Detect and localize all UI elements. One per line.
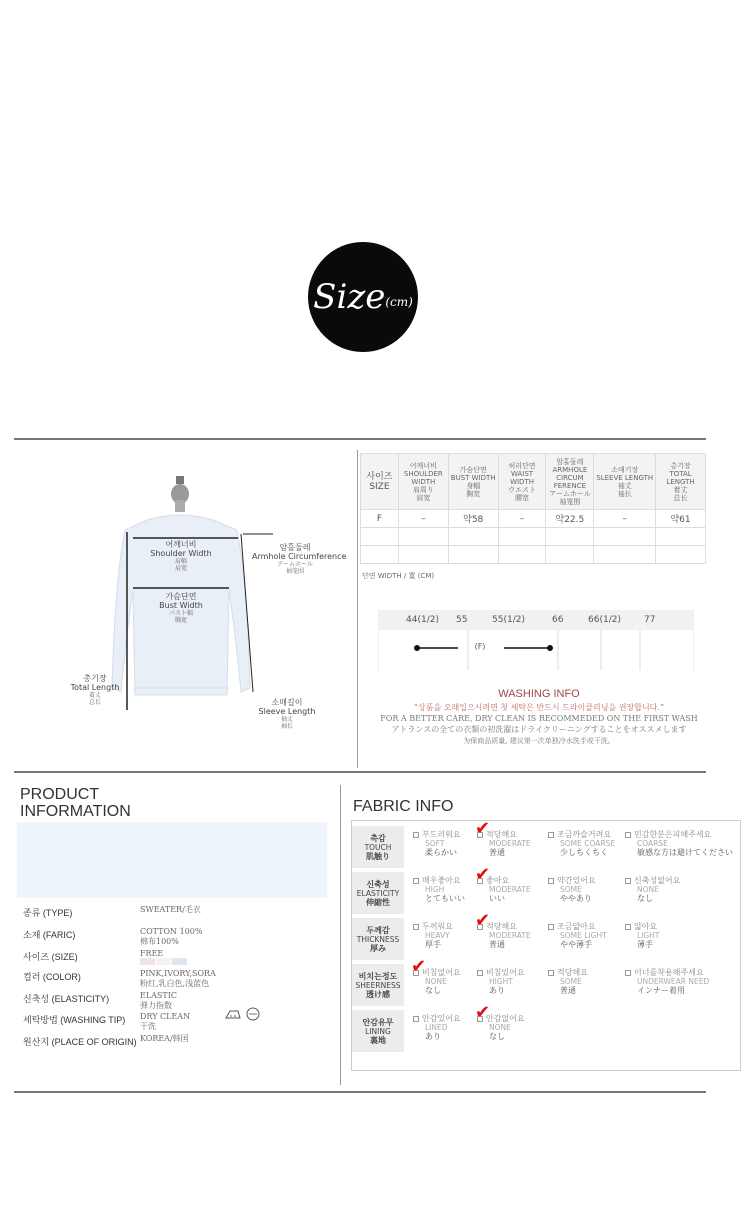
checkmark-icon: ✔ <box>411 956 427 977</box>
checkbox-icon <box>413 832 419 838</box>
color-chip <box>172 958 187 965</box>
checkmark-icon: ✔ <box>475 910 491 931</box>
color-chips <box>140 958 188 965</box>
checkbox-icon <box>548 878 554 884</box>
size-table-row <box>361 510 706 528</box>
color-chip <box>156 958 171 965</box>
washing-info <box>366 688 712 746</box>
range-end-dot <box>547 645 553 651</box>
washing-line-ko: “상품을 오래입으시려면 첫 세탁은 반드시 드라이클리닝을 권장합니다.” <box>413 703 665 712</box>
product-info-value: ELASTIC 弹力指数 <box>140 991 178 1010</box>
fabric-info-title: FABRIC INFO <box>353 798 454 815</box>
size-table-cell: F <box>361 510 399 528</box>
size-table-cell: – <box>594 510 656 528</box>
size-table-header <box>361 454 706 510</box>
fabric-option[interactable]: 적당해요 MODERATE 普通 <box>477 922 531 949</box>
product-info-value: KOREA/韩国 <box>140 1034 189 1043</box>
size-table-row <box>361 528 706 546</box>
size-table-header-cell: 어깨너비 SHOULDER WIDTH 肩周り 肩宽 <box>398 454 448 510</box>
fabric-category: 신축성 ELASTICITY 伸縮性 <box>352 872 404 914</box>
washing-title: WASHING INFO <box>498 688 580 700</box>
total-length-label: 총기장 Total Length 着丈 总长 <box>70 674 120 706</box>
product-info-value: DRY CLEAN 干洗 <box>140 1012 191 1031</box>
checkbox-icon <box>625 970 631 976</box>
sleeve-label: 소매길이 Sleeve Length 袖丈 袖长 <box>258 698 316 730</box>
size-table-header-cell: 사이즈 SIZE <box>361 454 399 510</box>
shoulder-label: 어깨너비 Shoulder Width 肩幅 肩宽 <box>150 540 212 572</box>
size-table-cell: – <box>398 510 448 528</box>
size-badge-title: Size <box>313 277 386 317</box>
reference-size-label: 66 <box>552 615 564 625</box>
product-info-value: PINK,IVORY,SORA 粉红,乳白色,浅蓝色 <box>140 969 216 988</box>
bust-label: 가슴단면 Bust Width パスト幅 胸宽 <box>159 592 203 624</box>
product-info-title: PRODUCT INFORMATION <box>20 786 131 820</box>
fabric-option[interactable]: 부드러워요 SOFT 柔らかい <box>413 830 461 857</box>
vertical-divider <box>357 450 358 768</box>
size-table-cell: – <box>498 510 546 528</box>
washing-line-en: FOR A BETTER CARE, DRY CLEAN IS RECOMMEDED ON THE FIRST WASH <box>380 714 698 723</box>
product-info-key: 세탁방법 (WASHING TIP) <box>23 1015 126 1025</box>
size-table-cell <box>594 528 656 546</box>
size-table <box>360 453 706 564</box>
fabric-info-box <box>351 820 741 1071</box>
size-table-cell <box>448 528 498 546</box>
size-table-header-cell: 가슴단면 BUST WIDTH 身幅 胸宽 <box>448 454 498 510</box>
checkbox-icon <box>548 924 554 930</box>
size-table-cell <box>656 528 706 546</box>
product-info-key: 원산지 (PLACE OF ORIGIN) <box>23 1037 137 1047</box>
size-table-cell <box>448 546 498 564</box>
fabric-option[interactable]: 안감없어요 NONE なし <box>477 1014 525 1041</box>
fabric-option[interactable]: 신축성없어요 NONE なし <box>625 876 680 903</box>
size-table-cell <box>361 528 399 546</box>
reference-grid <box>378 630 694 670</box>
fabric-option[interactable]: 매우좋아요 HIGH とてもいい <box>413 876 465 903</box>
size-table-cell: 약61 <box>656 510 706 528</box>
size-table-cell <box>361 546 399 564</box>
size-badge-unit: (cm) <box>385 295 413 309</box>
fabric-option[interactable]: 얇아요 LIGHT 薄手 <box>625 922 659 949</box>
checkbox-icon <box>548 832 554 838</box>
product-info-value: COTTON 100% 棉布100% <box>140 927 203 946</box>
size-table-cell <box>594 546 656 564</box>
middle-divider <box>14 771 706 773</box>
reference-size-label: 44(1/2) <box>406 615 439 625</box>
product-info-key: 신축성 (ELASTICITY) <box>23 994 110 1004</box>
fabric-option[interactable]: 적당해요 MODERATE 普通 <box>477 830 531 857</box>
size-table-cell <box>498 546 546 564</box>
checkbox-icon <box>625 924 631 930</box>
mannequin-cap <box>176 476 184 484</box>
size-table-cell <box>398 528 448 546</box>
bottom-divider <box>14 1091 706 1093</box>
product-info-value: FREE <box>140 949 164 958</box>
washing-line-jp: アトランスの全ての衣類の初洗濯はドライクリーニングすることをオススメします <box>391 725 687 734</box>
checkbox-icon <box>548 970 554 976</box>
checkmark-icon: ✔ <box>475 818 491 839</box>
checkbox-icon <box>413 924 419 930</box>
fabric-option[interactable]: 약간있어요 SOME ややあり <box>548 876 596 903</box>
size-table-cell <box>546 528 594 546</box>
fabric-option[interactable]: 좋아요 MODERATE いい <box>477 876 531 903</box>
reference-marker: (F) <box>474 642 486 651</box>
fabric-category: 비치는정도 SHEERNESS 透け感 <box>352 964 404 1006</box>
armhole-label: 암홀둘레 Armhole Circumference アームホール 袖笼围 <box>252 543 347 575</box>
size-table-cell <box>498 528 546 546</box>
product-info-key: 사이즈 (SIZE) <box>23 952 78 962</box>
color-chip <box>140 958 155 965</box>
fabric-option[interactable]: 이너를착용해주세요 UNDERWEAR NEED インナー着用 <box>625 968 709 995</box>
size-table-header-cell: 총기장 TOTAL LENGTH 着丈 总长 <box>656 454 706 510</box>
vertical-divider-2 <box>340 785 341 1085</box>
reference-size-label: 66(1/2) <box>588 615 621 625</box>
checkbox-icon <box>477 970 483 976</box>
mannequin-neck <box>175 500 185 512</box>
fabric-category: 촉감 TOUCH 肌触り <box>352 826 404 868</box>
checkbox-icon <box>625 878 631 884</box>
checkbox-icon <box>625 832 631 838</box>
size-table-header-cell: 소매기장 SLEEVE LENGTH 袖丈 袖长 <box>594 454 656 510</box>
size-table-header-cell: 허리단면 WAIST WIDTH ウエスト 腰宽 <box>498 454 546 510</box>
size-table-note: 단면 WIDTH / 寛 (CM) <box>362 572 435 580</box>
fabric-option[interactable]: 비침없어요 NONE なし <box>413 968 461 995</box>
iron-icon <box>226 1011 240 1018</box>
product-info-value: SWEATER/毛衣 <box>140 905 201 914</box>
size-badge <box>308 242 418 352</box>
size-table-cell <box>546 546 594 564</box>
size-table-row <box>361 546 706 564</box>
size-table-cell: 약22.5 <box>546 510 594 528</box>
reference-size-label: 55 <box>456 615 468 625</box>
checkmark-icon: ✔ <box>475 1002 491 1023</box>
washing-line-cn: 为保商品质量, 建议第一次单独冷水洗手或干洗。 <box>463 737 615 745</box>
size-table-header-cell: 암홀둘레 ARMHOLE CIRCUM FERENCE アームホール 袖笼围 <box>546 454 594 510</box>
product-info-key: 컬러 (COLOR) <box>23 972 81 982</box>
size-table-cell: 약58 <box>448 510 498 528</box>
fabric-option[interactable]: 비침있어요 HIGHT あり <box>477 968 525 995</box>
fabric-option[interactable]: 조금까슬거려요 SOME COARSE 少しちくちく <box>548 830 615 857</box>
size-table-cell <box>656 546 706 564</box>
checkbox-icon <box>413 878 419 884</box>
product-info-key: 종류 (TYPE) <box>23 908 73 918</box>
fabric-option[interactable]: 민감한분은피해주세요 COARSE 敏感な方は避けてください <box>625 830 733 857</box>
product-color-swatch <box>17 822 327 898</box>
fabric-option[interactable]: 적당해요 SOME 普通 <box>548 968 588 995</box>
reference-size-label: 55(1/2) <box>492 615 525 625</box>
fabric-option[interactable]: 두꺼워요 HEAVY 厚手 <box>413 922 453 949</box>
product-info-key: 소재 (FARIC) <box>23 930 76 940</box>
checkbox-icon <box>413 1016 419 1022</box>
reference-size-label: 77 <box>644 615 656 625</box>
checkmark-icon: ✔ <box>475 864 491 885</box>
fabric-category: 안감유무 LINING 裏地 <box>352 1010 404 1052</box>
washing-icons <box>224 1006 264 1022</box>
size-table-cell <box>398 546 448 564</box>
fabric-category: 두께감 THICKNESS 厚み <box>352 918 404 960</box>
fabric-option[interactable]: 조금얇아요 SOME LIGHT やや薄手 <box>548 922 607 949</box>
top-divider <box>14 438 706 440</box>
fabric-option[interactable]: 안감있어요 LINED あり <box>413 1014 461 1041</box>
